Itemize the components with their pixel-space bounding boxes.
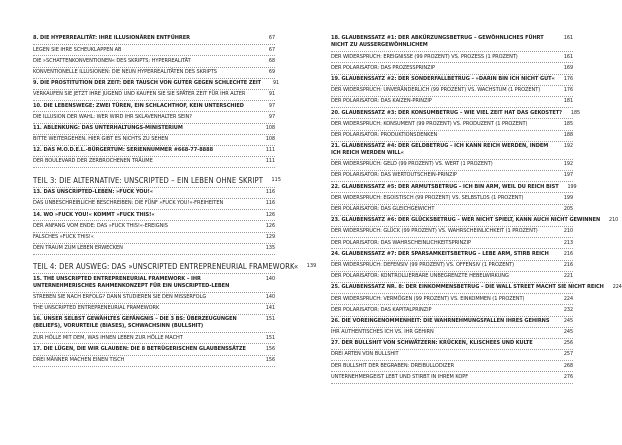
toc-subentry — [33, 293, 275, 304]
toc-left-page — [33, 34, 317, 367]
page-number: 140 — [265, 275, 275, 282]
toc-subentry — [33, 56, 275, 67]
toc-chapter-entry — [331, 216, 619, 227]
toc-subentry — [331, 119, 573, 130]
entry-title: DER WIDERSPRUCH: GELD (99 PROZENT) VS. WERT (1 PROZENT) — [331, 161, 493, 168]
toc-subentry — [331, 305, 573, 316]
page-number: 97 — [268, 102, 275, 109]
toc-right-page — [331, 34, 622, 384]
entry-title: 26. DIE VOREINGENOMMENHEIT: DIE WAHRNEHMUNGSFALLEN IHRES GEHIRNS — [331, 317, 550, 324]
entry-title: DER POLARISATOR: DAS GLEICHGEWICHT — [331, 206, 435, 213]
toc-chapter-entry — [331, 339, 573, 350]
entry-title: VERKAUFEN SIE JETZT IHRE JUGEND UND KAUFEN SIE SIE SPÄTER ZEIT FÜR IHR ALTER — [33, 91, 246, 98]
page-number: 141 — [265, 305, 275, 312]
entry-title: 13. DAS UNSCRIPTED-LEBEN: »FUCK YOU!« — [33, 189, 153, 196]
toc-subentry — [33, 157, 275, 168]
page-number: 139 — [306, 263, 317, 270]
toc-section-part3 — [33, 188, 275, 255]
page-number: 210 — [609, 217, 619, 224]
page-number: 169 — [563, 64, 573, 71]
page-number: 129 — [265, 233, 275, 240]
toc-subentry — [331, 160, 573, 171]
entry-title: DER WIDERSPRUCH: DEFENSIV (99 PROZENT) VS. OFFENSIV (1 PROZENT) — [331, 261, 515, 268]
entry-title: STREBEN SIE NACH ERFOLG? DANN STUDIEREN SIE DEN MISSERFOLG — [33, 293, 207, 300]
entry-title: 25. GLAUBENSSATZ NR. 8: DER EINKOMMENSBETRUG – DIE WALL STREET MACHT SIE NICHT REICH — [331, 284, 604, 291]
page-number: 181 — [563, 98, 573, 105]
page-number: 151 — [265, 316, 275, 323]
page-number: 216 — [563, 250, 573, 257]
entry-title: 27. DER BULLSHIT VON SCHWÄTZERN: KRÜCKEN, KLISCHEES UND KULTE — [331, 340, 533, 347]
page-number: 213 — [563, 239, 573, 246]
toc-subentry — [331, 272, 573, 283]
entry-title: DER WIDERSPRUCH: VERMÖGEN (99 PROZENT) VS. EINKOMMEN (1 PROZENT) — [331, 295, 525, 302]
entry-title: 18. GLAUBENSSATZ #1: DER ABKÜRZUNGSBETRUG – GEWÖHNLICHES FÜHRT NICHT ZU AUSSERGEWÖHNLICHEM — [331, 35, 544, 49]
entry-title: DREI ARTEN VON BULLSHIT — [331, 351, 399, 358]
entry-title: BITTE WEITERGEHEN. HIER GIBT ES NICHTS ZU SEHEN — [33, 136, 169, 143]
page-number: 68 — [268, 57, 275, 64]
entry-title: FALSCHES »FUCK THIS!« — [33, 233, 94, 240]
toc-subentry — [33, 233, 275, 244]
page-number: 216 — [563, 261, 573, 268]
toc-subentry — [33, 333, 275, 344]
toc-chapter-entry — [33, 34, 275, 45]
entry-title: LEGEN SIE IHRE SCHEUKLAPPEN AB — [33, 46, 122, 53]
entry-title: 21. GLAUBENSSATZ #4: DER GELDBETRUG – ICH KANN REICH WERDEN, INDEM ICH REICH WERDEN WILL« — [331, 143, 549, 157]
page-number: 108 — [265, 124, 275, 131]
entry-title: DER BOULEVARD DER ZERBROCHENEN TRÄUME — [33, 158, 153, 165]
entry-title: 8. DIE HYPERREALITÄT: IHRE ILLUSIONÄREN ENTFÜHRER — [33, 35, 190, 42]
entry-title: DER POLARISATOR: DAS KAIZEN-PRINZIP — [331, 98, 432, 105]
entry-title: DAS UNBESCHREIBLICHE BESCHREIBEN: DIE FÜNF »FUCK YOU!«-FREIHEITEN — [33, 200, 224, 207]
toc-subentry — [331, 328, 573, 339]
toc-chapter-entry — [33, 315, 275, 333]
entry-title: 10. DIE LEBENSWEGE: ZWEI TÜREN, EIN SCHLACHTHOF, KEIN UNTERSCHIED — [33, 102, 244, 109]
toc-subentry — [33, 304, 275, 315]
page-number: 135 — [265, 245, 275, 252]
toc-subentry — [331, 205, 573, 216]
page-number: 268 — [563, 362, 573, 369]
entry-title: DIE »SCHATTENKONVENTIONEN« DES SKRIPTS: HYPERREALITÄT — [33, 57, 191, 64]
entry-title: THE UNSCRIPTED ENTREPRENEURIAL FRAMEWORK — [33, 305, 160, 312]
entry-title: DER WIDERSPRUCH: GLÜCK (99 PROZENT) VS. WAHRSCHEINLICHKEIT (1 PROZENT) — [331, 228, 538, 235]
page-number: 156 — [265, 345, 275, 352]
toc-subentry — [331, 350, 573, 361]
toc-subentry — [33, 135, 275, 146]
toc-chapter-entry — [331, 34, 573, 52]
toc-section-part4 — [33, 274, 275, 366]
page-number: 116 — [265, 189, 275, 196]
entry-title: DER BULLSHIT DER BEGRABEN: DREIBULLODIZER — [331, 362, 455, 369]
entry-title: DER WIDERSPRUCH: EGOISTISCH (99 PROZENT) VS. SELBSTLOS (1 PROZENT) — [331, 194, 524, 201]
entry-title: DER POLARISATOR: DAS WAHRSCHEINLICHKEITSPRINZIP — [331, 239, 471, 246]
entry-title: DIE ILLUSION DER WAHL: WER WIRD IHR SKLAVENHALTER SEIN? — [33, 113, 192, 120]
page-number: 192 — [563, 161, 573, 168]
entry-title: 11. ABLENKUNG: DAS UNTERHALTUNGS-MINISTERIUM — [33, 124, 183, 131]
toc-section-part2-end — [33, 34, 280, 168]
toc-chapter-entry — [331, 317, 573, 328]
entry-title: DER POLARISATOR: PRODUKTIONSDENKEN — [331, 131, 438, 138]
page-number: 69 — [268, 68, 275, 75]
page-number: 108 — [265, 136, 275, 143]
entry-title: ZUR HÖLLE MIT DEM, WAS IHNEN LEBEN ZUR HÖLLE MACHT — [33, 334, 183, 341]
toc-subentry — [33, 199, 275, 210]
entry-title: 20. GLAUBENSSATZ #3: DER KONSUMBETRUG – WIE VIEL ZEIT HAT DAS GEKOSTET? — [331, 109, 563, 116]
entry-title: KONVENTIONELLE ILLUSIONEN: DIE NEUN HYPERREALITÄTEN DES SKRIPTS — [33, 68, 217, 75]
toc-subentry — [33, 112, 275, 123]
toc-chapter-entry — [331, 108, 581, 119]
page-number: 126 — [265, 222, 275, 229]
toc-subentry — [331, 261, 573, 272]
page-number: 197 — [563, 172, 573, 179]
entry-title: 17. DIE LÜGEN, DIE WIR GLAUBEN: DIE 8 BETRÜGERISCHEN GLAUBENSSÄTZE — [33, 345, 246, 352]
page-number: 97 — [268, 113, 275, 120]
toc-subentry — [331, 97, 573, 108]
toc-chapter-entry — [331, 142, 573, 160]
page-number: 126 — [265, 211, 275, 218]
entry-title: DER WIDERSPRUCH: KONSUMENT (99 PROZENT) VS. PRODUZENT (1 PROZENT) — [331, 120, 528, 127]
toc-subentry — [33, 68, 275, 79]
page-number: 221 — [563, 273, 573, 280]
toc-chapter-entry — [33, 79, 280, 90]
page-number: 256 — [563, 340, 573, 347]
toc-subentry — [33, 356, 275, 367]
entry-title: UNTERNEHMERGEIST LEBT UND STIRBT IN IHREM KOPF — [331, 373, 469, 380]
page-number: 91 — [272, 80, 280, 87]
toc-chapter-entry — [331, 75, 573, 86]
entry-title: DREI MÄNNER MACHEN EINEN TISCH — [33, 356, 125, 363]
toc-subentry — [331, 171, 573, 182]
page-number: 161 — [563, 35, 573, 42]
toc-chapter-entry — [33, 188, 275, 199]
entry-title: 19. GLAUBENSSATZ #2: DER SONDERFALLBETRUG – »DARIN BIN ICH NICHT GUT« — [331, 75, 555, 82]
toc-chapter-entry — [33, 124, 275, 135]
part-title: TEIL 3: DIE ALTERNATIVE: UNSCRIPTED – EIN LEBEN OHNE SKRIPT — [33, 175, 264, 185]
page-number: 156 — [265, 356, 275, 363]
entry-title: DEN TRAUM ZUM LEBEN ERWECKEN — [33, 245, 123, 252]
toc-chapter-entry — [33, 210, 275, 221]
toc-subentry — [33, 221, 275, 232]
part-title: TEIL 4: DER AUSWEG: DAS »UNSCRIPTED ENTREPRENEURIAL FRAMEWORK« — [33, 262, 299, 272]
page-number: 111 — [265, 147, 275, 154]
toc-section-beliefs — [331, 34, 622, 384]
toc-chapter-entry — [33, 344, 275, 355]
entry-title: DER WIDERSPRUCH: EREIGNISSE (99 PROZENT) VS. PROZESS (1 PROZENT) — [331, 53, 518, 60]
toc-chapter-entry — [331, 283, 622, 294]
toc-subentry — [331, 86, 573, 97]
page-number: 276 — [563, 373, 573, 380]
page-number: 205 — [563, 206, 573, 213]
page-number: 188 — [563, 131, 573, 138]
toc-subentry — [33, 90, 275, 101]
page-number: 232 — [563, 306, 573, 313]
entry-title: 14. WO »FUCK YOU!« KOMMT »FUCK THIS!« — [33, 211, 155, 218]
entry-title: 9. DIE PROSTITUTION DER ZEIT: DER TAUSCH VON GUTER GEGEN SCHLECHTE ZEIT — [33, 80, 262, 87]
page-number: 199 — [567, 183, 577, 190]
toc-subentry — [331, 372, 573, 383]
page-number: 257 — [563, 351, 573, 358]
toc-subentry — [331, 63, 573, 74]
toc-subentry — [331, 361, 573, 372]
page-number: 185 — [570, 109, 581, 116]
page-number: 192 — [563, 143, 573, 150]
page-number: 245 — [563, 329, 573, 336]
entry-title: DER WIDERSPRUCH: UNVERÄNDERLICH (99 PROZENT) VS. WACHSTUM (1 PROZENT) — [331, 87, 541, 94]
toc-subentry — [33, 244, 275, 255]
page-number: 185 — [563, 120, 573, 127]
page-number: 210 — [563, 228, 573, 235]
toc-chapter-entry — [331, 182, 577, 193]
page-number: 199 — [563, 194, 573, 201]
page-number: 111 — [265, 158, 275, 165]
page-number: 140 — [265, 293, 275, 300]
entry-title: IHR AUTHENTISCHES ICH VS. IHR GEHIRN — [331, 329, 434, 336]
page-number: 67 — [268, 46, 275, 53]
entry-title: 24. GLAUBENSSATZ #7: DER SPARSAMKEITSBETRUG – LEBE ARM, STIRB REICH — [331, 250, 549, 257]
page-number: 151 — [265, 334, 275, 341]
toc-subentry — [331, 131, 573, 142]
toc-subentry — [331, 238, 573, 249]
toc-chapter-entry — [33, 146, 275, 157]
toc-chapter-entry — [331, 249, 573, 260]
page-number: 176 — [563, 87, 573, 94]
toc-part-3 — [33, 175, 282, 188]
entry-title: DER ANFANG VOM ENDE: DAS »FUCK THIS!«-EREIGNIS — [33, 222, 168, 229]
entry-title: DER POLARISATOR: DAS PROZESSPRINZIP — [331, 64, 435, 71]
page-number: 245 — [563, 317, 573, 324]
page-number: 161 — [563, 53, 573, 60]
page-number: 116 — [265, 200, 275, 207]
toc-subentry — [331, 227, 573, 238]
entry-title: 22. GLAUBENSSATZ #5: DER ARMUTSBETRUG – ICH BIN ARM, WEIL DU REICH BIST — [331, 183, 559, 190]
toc-part-4 — [33, 261, 317, 274]
entry-title: DER POLARISATOR: KONTROLLIERBARE UNBEGRENZTE HEBELWIRKUNG — [331, 273, 509, 280]
toc-subentry — [331, 52, 573, 63]
page-number: 67 — [268, 35, 275, 42]
toc-chapter-entry — [33, 101, 275, 112]
page-number: 115 — [271, 176, 282, 183]
page-number: 91 — [268, 91, 275, 98]
page-number: 176 — [563, 75, 573, 82]
toc-subentry — [33, 45, 275, 56]
entry-title: 12. DAS M.O.D.E.L.-BÜRGERTUM: SERIENNUMMER #668-77-8888 — [33, 147, 214, 154]
entry-title: 16. UNSER SELBST GEWÄHLTES GEFÄNGNIS – DIE 3 BS: ÜBERZEUGUNGEN (BELIEFS), VORURTEILE (BIASES), SCHWACHSINN (BULLSHIT) — [33, 316, 237, 330]
entry-title: 15. THE UNSCRIPTED ENTREPRENEURIAL FRAMEWORK – IHR UNTERNEHMERISCHES RAHMENKONZEPT FÜR EIN UNSCRIPTED-LEBEN — [33, 275, 230, 289]
toc-chapter-entry — [33, 274, 275, 292]
toc-subentry — [331, 294, 573, 305]
entry-title: 23. GLAUBENSSATZ #6: DER GLÜCKSBETRUG – WER NICHT SPIELT, KANN AUCH NICHT GEWINNEN — [331, 217, 601, 224]
toc-subentry — [331, 193, 573, 204]
entry-title: DER POLARISATOR: DAS KAPITALPRINZIP — [331, 306, 432, 313]
entry-title: DER POLARISATOR: DAS WERTOUTSCHEIN-PRINZIP — [331, 172, 457, 179]
page-number: 224 — [612, 284, 622, 291]
page-number: 224 — [563, 295, 573, 302]
